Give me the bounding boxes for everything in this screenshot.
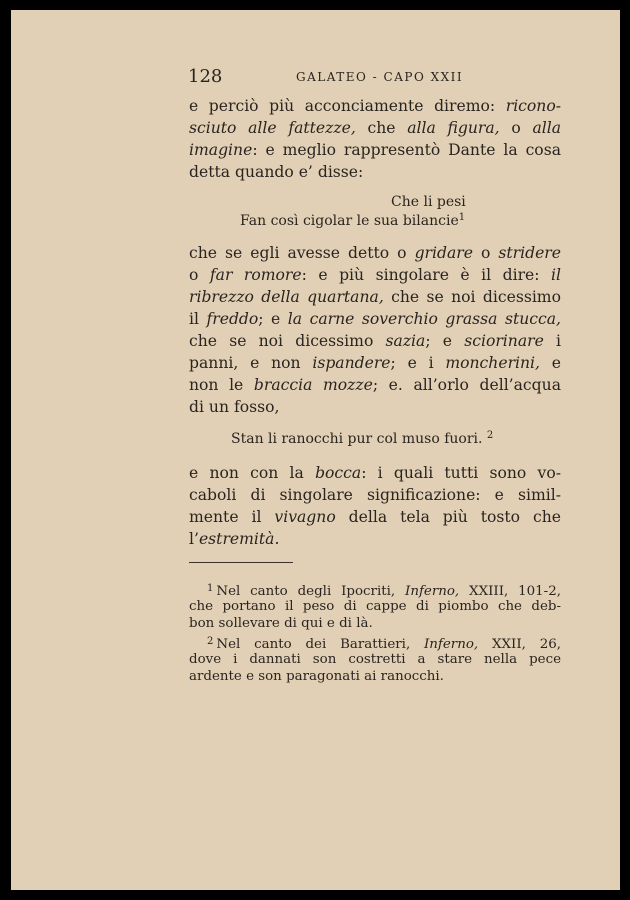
footnote-rule	[189, 562, 293, 563]
running-title: GALATEO - CAPO XXII	[296, 70, 464, 84]
paragraph-3: e non con la bocca: i quali tutti sono vo- caboli di singolare significazione: e simil- mente il vivagno della tela più tosto che l’estremità.	[189, 464, 561, 548]
verse-1-line-1: Che li pesi	[391, 194, 466, 210]
page-number: 128	[188, 66, 223, 87]
paragraph-2: che se egli avesse detto o gridare o stridere o far romore: e più singolare è il dire: il ribrezzo della quartana, che se noi dicessimo il freddo; e la carne soverchio grassa stucca, che se noi dicessimo sazia; e sciorinare i panni, e non ispandere; e i moncherini, e non le braccia mozze; e. all’orlo dell’acqua di un fosso,	[189, 244, 561, 416]
footnote-ref-1: 1	[458, 212, 466, 223]
footnote-1: $^1$ Nel canto degli Ipocriti, Inferno, XXIII, 101-2, che portano il peso di cappe di piombo che deb- bon sollevare di qui e di là.	[189, 583, 561, 631]
verse-1-line-2: Fan così cigolar le sua bilancie$^1$	[240, 212, 466, 229]
verse-2-line-1: Stan li ranocchi pur col muso fuori. $^2$	[231, 430, 494, 447]
paragraph-1: e perciò più acconciamente diremo: ricono- sciuto alle fattezze, che alla figura, o alla imagine: e meglio rappresentò Dante la cosa detta quando e’ disse:	[189, 97, 562, 181]
book-page	[11, 10, 620, 890]
footnote-ref-2: 2	[486, 430, 494, 441]
footnote-2: $^2$ Nel canto dei Barattieri, Inferno, XXII, 26, dove i dannati son costretti a stare nella pece ardente e son paragonati ai ranocchi.	[189, 636, 561, 684]
